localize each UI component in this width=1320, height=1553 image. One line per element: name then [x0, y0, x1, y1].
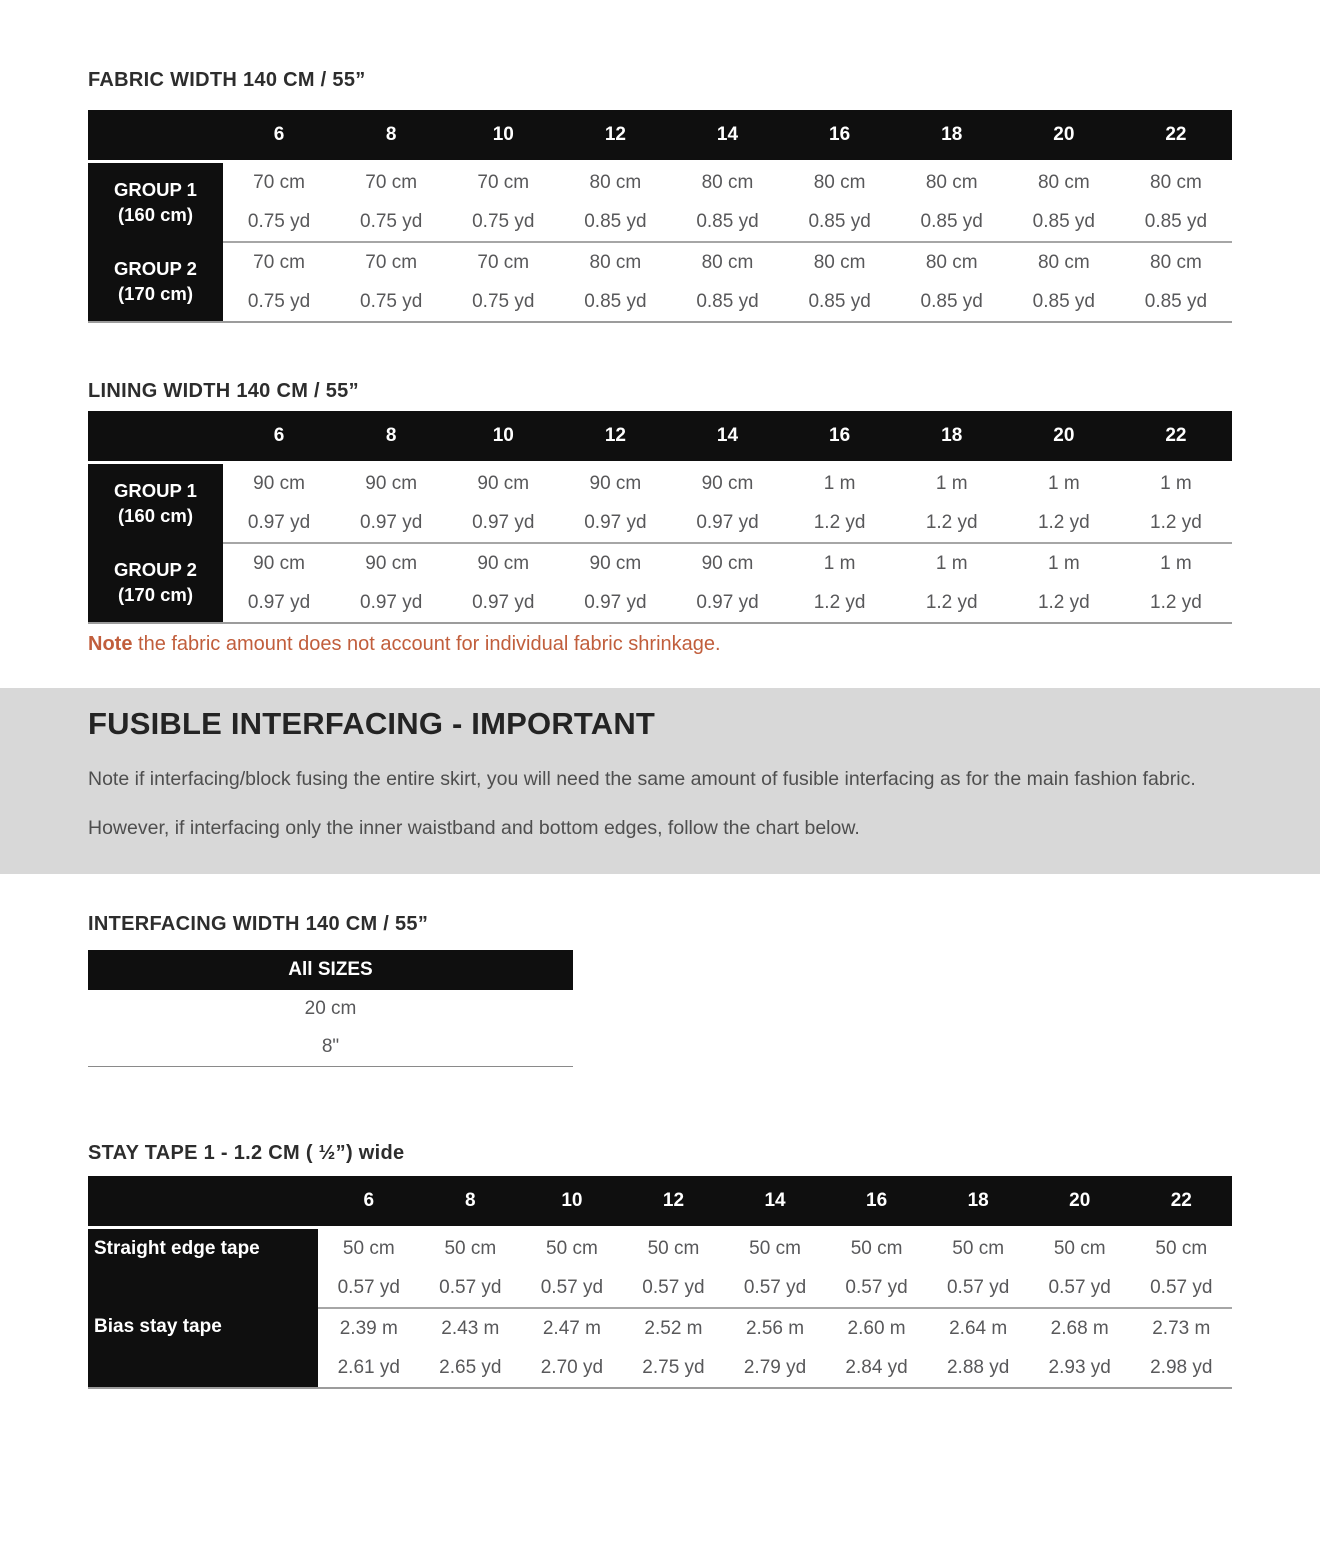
- table-cell: 0.97 yd: [472, 511, 535, 533]
- size-header-row: [88, 411, 1232, 461]
- table-cell: 0.85 yd: [1032, 210, 1095, 232]
- table-cell: 0.85 yd: [584, 290, 647, 312]
- table-cell: 2.70 yd: [540, 1356, 604, 1378]
- row-group-values: [223, 464, 1232, 542]
- row-group-values: [318, 1229, 1232, 1307]
- table-cell: 0.85 yd: [1144, 290, 1208, 312]
- stay-tape-table: [88, 1176, 1232, 1389]
- size-column-header: 20: [1069, 1190, 1091, 1211]
- table-cell: 0.97 yd: [360, 591, 423, 613]
- table-cell: 90 cm: [701, 472, 754, 494]
- interfacing-table-header: All SIZES: [88, 950, 573, 990]
- table-cell: 0.57 yd: [1048, 1276, 1111, 1298]
- table-cell: 0.57 yd: [642, 1276, 705, 1298]
- table-cell: 0.85 yd: [584, 210, 647, 232]
- table-cell: 80 cm: [1037, 171, 1090, 193]
- table-cell: 2.68 m: [1050, 1317, 1109, 1339]
- table-cell: 90 cm: [365, 552, 418, 574]
- table-row: [223, 503, 1232, 542]
- size-column-header: 16: [866, 1190, 888, 1211]
- table-cell: 1.2 yd: [925, 591, 978, 613]
- size-header-row: [88, 1176, 1232, 1226]
- table-cell: 50 cm: [1053, 1237, 1106, 1259]
- table-cell: 2.65 yd: [439, 1356, 502, 1378]
- table-cell: 0.57 yd: [1150, 1276, 1213, 1298]
- table-row: [318, 1229, 1232, 1268]
- table-cell: 80 cm: [925, 251, 978, 273]
- fabric-width-section: [0, 68, 1320, 323]
- size-column-header: 8: [385, 124, 397, 145]
- table-row-group: [88, 241, 1232, 321]
- table-cell: 0.85 yd: [1144, 210, 1208, 232]
- stay-tape-heading: STAY TAPE 1 - 1.2 CM ( ½”) wide: [88, 1142, 405, 1164]
- size-column-header: 6: [273, 425, 285, 446]
- table-cell: 90 cm: [701, 552, 754, 574]
- table-cell: 0.97 yd: [696, 591, 759, 613]
- table-row: [318, 1268, 1232, 1307]
- table-cell: 2.60 m: [847, 1317, 906, 1339]
- row-group-label-line: Bias stay tape: [94, 1316, 222, 1337]
- table-cell: 80 cm: [589, 251, 642, 273]
- pattern-instructions-page: [0, 68, 1320, 1553]
- table-cell: 0.75 yd: [472, 210, 535, 232]
- table-cell: 0.85 yd: [696, 290, 759, 312]
- row-group-label-line: Straight edge tape: [94, 1238, 260, 1259]
- table-cell: 1.2 yd: [813, 591, 866, 613]
- size-column-header: 20: [1053, 124, 1075, 145]
- table-cell: 0.97 yd: [360, 511, 423, 533]
- table-row-group: [88, 464, 1232, 542]
- size-column-header: 14: [764, 1190, 786, 1211]
- table-cell: 0.57 yd: [337, 1276, 400, 1298]
- table-cell: 2.61 yd: [337, 1356, 400, 1378]
- size-column-header: 14: [716, 425, 739, 446]
- lining-width-table: [88, 411, 1232, 624]
- size-column-header: 8: [465, 1190, 476, 1211]
- size-column-header: 20: [1053, 425, 1075, 446]
- table-cell: 2.43 m: [441, 1317, 500, 1339]
- table-cell: 50 cm: [952, 1237, 1005, 1259]
- size-column-header: 16: [829, 124, 851, 145]
- size-column-header: 10: [492, 124, 514, 145]
- table-cell: 50 cm: [850, 1237, 903, 1259]
- note-label: Note: [88, 633, 133, 655]
- table-cell: 50 cm: [546, 1237, 598, 1259]
- table-cell: 1 m: [1160, 472, 1192, 494]
- table-cell: 2.88 yd: [946, 1356, 1010, 1378]
- table-cell: 0.57 yd: [743, 1276, 807, 1298]
- table-row: [223, 243, 1232, 282]
- table-cell: 0.75 yd: [247, 210, 311, 232]
- table-cell: 80 cm: [701, 251, 754, 273]
- row-group-label: [88, 1307, 318, 1387]
- stay-tape-section: [0, 1141, 1320, 1389]
- table-cell: 50 cm: [342, 1237, 395, 1259]
- row-group-label-line: GROUP 2: [114, 559, 197, 580]
- table-cell: 90 cm: [589, 552, 642, 574]
- table-cell: 0.97 yd: [584, 591, 647, 613]
- table-cell: 2.56 m: [745, 1317, 805, 1339]
- table-cell: 0.85 yd: [1032, 290, 1095, 312]
- table-cell: 2.47 m: [542, 1317, 601, 1339]
- size-column-header: 18: [967, 1190, 989, 1211]
- table-cell: 90 cm: [253, 472, 305, 494]
- table-cell: 50 cm: [1155, 1237, 1208, 1259]
- header-label-spacer: [88, 110, 223, 160]
- table-cell: 1.2 yd: [1037, 591, 1090, 613]
- table-row-group: [88, 542, 1232, 622]
- table-body: [88, 1229, 1232, 1389]
- size-column-header: 8: [385, 425, 397, 446]
- table-cell: 1 m: [1160, 552, 1192, 574]
- table-cell: 0.57 yd: [439, 1276, 502, 1298]
- table-row: [223, 202, 1232, 241]
- table-cell: 0.97 yd: [247, 591, 311, 613]
- table-cell: 1.2 yd: [1150, 511, 1202, 533]
- table-cell: 0.75 yd: [360, 210, 423, 232]
- interfacing-width-heading: INTERFACING WIDTH 140 CM / 55”: [88, 913, 429, 935]
- size-column-header: 22: [1170, 1190, 1192, 1211]
- table-cell: 2.73 m: [1152, 1317, 1211, 1339]
- table-cell: 0.97 yd: [584, 511, 647, 533]
- table-cell: 2.75 yd: [642, 1356, 705, 1378]
- table-cell: 2.93 yd: [1048, 1356, 1111, 1378]
- table-cell: 0.97 yd: [247, 511, 311, 533]
- table-row: [223, 544, 1232, 583]
- size-column-header: 10: [561, 1190, 583, 1211]
- row-group-label-line: (170 cm): [117, 283, 194, 304]
- table-cell: 1.2 yd: [1037, 511, 1090, 533]
- table-cell: 2.98 yd: [1150, 1356, 1213, 1378]
- table-cell: 80 cm: [813, 251, 866, 273]
- row-group-label-line: GROUP 1: [114, 480, 197, 501]
- fabric-width-table: [88, 110, 1232, 323]
- table-cell: 2.52 m: [644, 1317, 703, 1339]
- note-text: the fabric amount does not account for individual fabric shrinkage.: [132, 633, 721, 655]
- interfacing-width-section: [0, 912, 1320, 1067]
- table-cell: 0.85 yd: [696, 210, 759, 232]
- table-cell: 0.57 yd: [946, 1276, 1010, 1298]
- size-column-header: 12: [662, 1190, 685, 1211]
- row-group-label: [88, 464, 223, 542]
- table-cell: 1 m: [1047, 552, 1080, 574]
- table-row-group: [88, 1229, 1232, 1307]
- interfacing-table: [88, 950, 573, 1067]
- table-row-group: [88, 163, 1232, 241]
- table-cell: 2.64 m: [949, 1317, 1008, 1339]
- table-cell: 80 cm: [1150, 171, 1202, 193]
- size-column-header: 22: [1165, 124, 1187, 145]
- table-cell: 1 m: [823, 552, 856, 574]
- row-group-label: [88, 241, 223, 321]
- table-cell: 90 cm: [477, 552, 530, 574]
- table-row: [223, 163, 1232, 202]
- table-cell: 2.39 m: [339, 1317, 398, 1339]
- banner-paragraph-2: However, if interfacing only the inner waistband and bottom edges, follow the chart below.: [88, 817, 860, 839]
- table-cell: 0.85 yd: [808, 290, 871, 312]
- table-cell: 1.2 yd: [1150, 591, 1202, 613]
- table-cell: 0.97 yd: [696, 511, 759, 533]
- table-cell: 90 cm: [253, 552, 305, 574]
- size-column-header: 16: [829, 425, 851, 446]
- table-cell: 50 cm: [444, 1237, 497, 1259]
- table-cell: 1.2 yd: [925, 511, 978, 533]
- header-label-spacer: [88, 411, 223, 461]
- table-body: [88, 464, 1232, 624]
- table-cell: 50 cm: [749, 1237, 801, 1259]
- table-cell: 0.75 yd: [360, 290, 423, 312]
- table-cell: 1 m: [823, 472, 856, 494]
- size-column-header: 14: [716, 124, 739, 145]
- row-group-values: [223, 241, 1232, 321]
- row-group-label: [88, 1229, 318, 1307]
- row-group-label-line: (170 cm): [117, 584, 194, 605]
- table-row: [223, 464, 1232, 503]
- table-cell: 1 m: [1047, 472, 1080, 494]
- table-cell: 90 cm: [477, 472, 530, 494]
- table-cell: 50 cm: [647, 1237, 700, 1259]
- row-group-label-line: GROUP 2: [114, 258, 197, 279]
- table-cell: 0.97 yd: [472, 591, 535, 613]
- size-header-row: [88, 110, 1232, 160]
- lining-width-section: [0, 379, 1320, 656]
- table-row: [318, 1348, 1232, 1387]
- size-column-header: 10: [492, 425, 514, 446]
- table-cell: 0.85 yd: [920, 290, 983, 312]
- table-cell: 80 cm: [1037, 251, 1090, 273]
- table-cell: 70 cm: [365, 251, 418, 273]
- header-label-spacer: [88, 1176, 318, 1226]
- table-cell: 80 cm: [925, 171, 978, 193]
- row-group-values: [223, 542, 1232, 622]
- table-cell: 2.79 yd: [743, 1356, 807, 1378]
- table-cell: 70 cm: [477, 171, 530, 193]
- size-column-header: 6: [273, 124, 285, 145]
- size-column-header: 18: [941, 425, 963, 446]
- table-cell: 0.75 yd: [247, 290, 311, 312]
- table-cell: 80 cm: [589, 171, 642, 193]
- row-group-values: [318, 1307, 1232, 1387]
- table-cell: 80 cm: [813, 171, 866, 193]
- shrinkage-note: [88, 632, 1232, 656]
- table-cell: 1 m: [935, 552, 968, 574]
- size-column-header: 6: [363, 1190, 375, 1211]
- interfacing-value-inch: 8": [321, 1036, 340, 1057]
- table-row: [223, 282, 1232, 321]
- fabric-width-heading: FABRIC WIDTH 140 CM / 55”: [88, 69, 366, 91]
- size-column-header: 12: [604, 124, 626, 145]
- table-cell: 70 cm: [477, 251, 530, 273]
- row-group-label: [88, 542, 223, 622]
- lining-width-heading: LINING WIDTH 140 CM / 55”: [88, 380, 359, 402]
- fusible-interfacing-banner: [0, 688, 1320, 874]
- size-column-header: 18: [941, 124, 963, 145]
- table-cell: 90 cm: [589, 472, 642, 494]
- interfacing-value-cm: 20 cm: [304, 998, 357, 1019]
- row-group-label-line: (160 cm): [117, 204, 194, 225]
- table-cell: 70 cm: [253, 171, 305, 193]
- table-cell: 70 cm: [365, 171, 418, 193]
- table-cell: 70 cm: [253, 251, 305, 273]
- row-group-label-line: (160 cm): [117, 505, 194, 526]
- banner-heading: FUSIBLE INTERFACING - IMPORTANT: [88, 706, 656, 741]
- table-cell: 80 cm: [1150, 251, 1202, 273]
- table-cell: 0.85 yd: [808, 210, 871, 232]
- table-cell: 80 cm: [701, 171, 754, 193]
- table-cell: 0.85 yd: [920, 210, 983, 232]
- row-group-values: [223, 163, 1232, 241]
- row-group-label-line: GROUP 1: [114, 179, 197, 200]
- table-row-group: [88, 1307, 1232, 1387]
- table-cell: 0.57 yd: [845, 1276, 908, 1298]
- row-group-label: [88, 163, 223, 241]
- table-cell: 0.75 yd: [472, 290, 535, 312]
- table-cell: 0.57 yd: [540, 1276, 604, 1298]
- table-body: [88, 163, 1232, 323]
- table-cell: 90 cm: [365, 472, 418, 494]
- table-row: [318, 1309, 1232, 1348]
- table-cell: 2.84 yd: [845, 1356, 908, 1378]
- size-column-header: 22: [1165, 425, 1187, 446]
- table-row: [223, 583, 1232, 622]
- banner-paragraph-1: Note if interfacing/block fusing the entire skirt, you will need the same amount of fusible interfacing as for the main fashion fabric.: [88, 768, 1196, 790]
- table-cell: 1 m: [935, 472, 968, 494]
- table-cell: 1.2 yd: [813, 511, 866, 533]
- size-column-header: 12: [604, 425, 626, 446]
